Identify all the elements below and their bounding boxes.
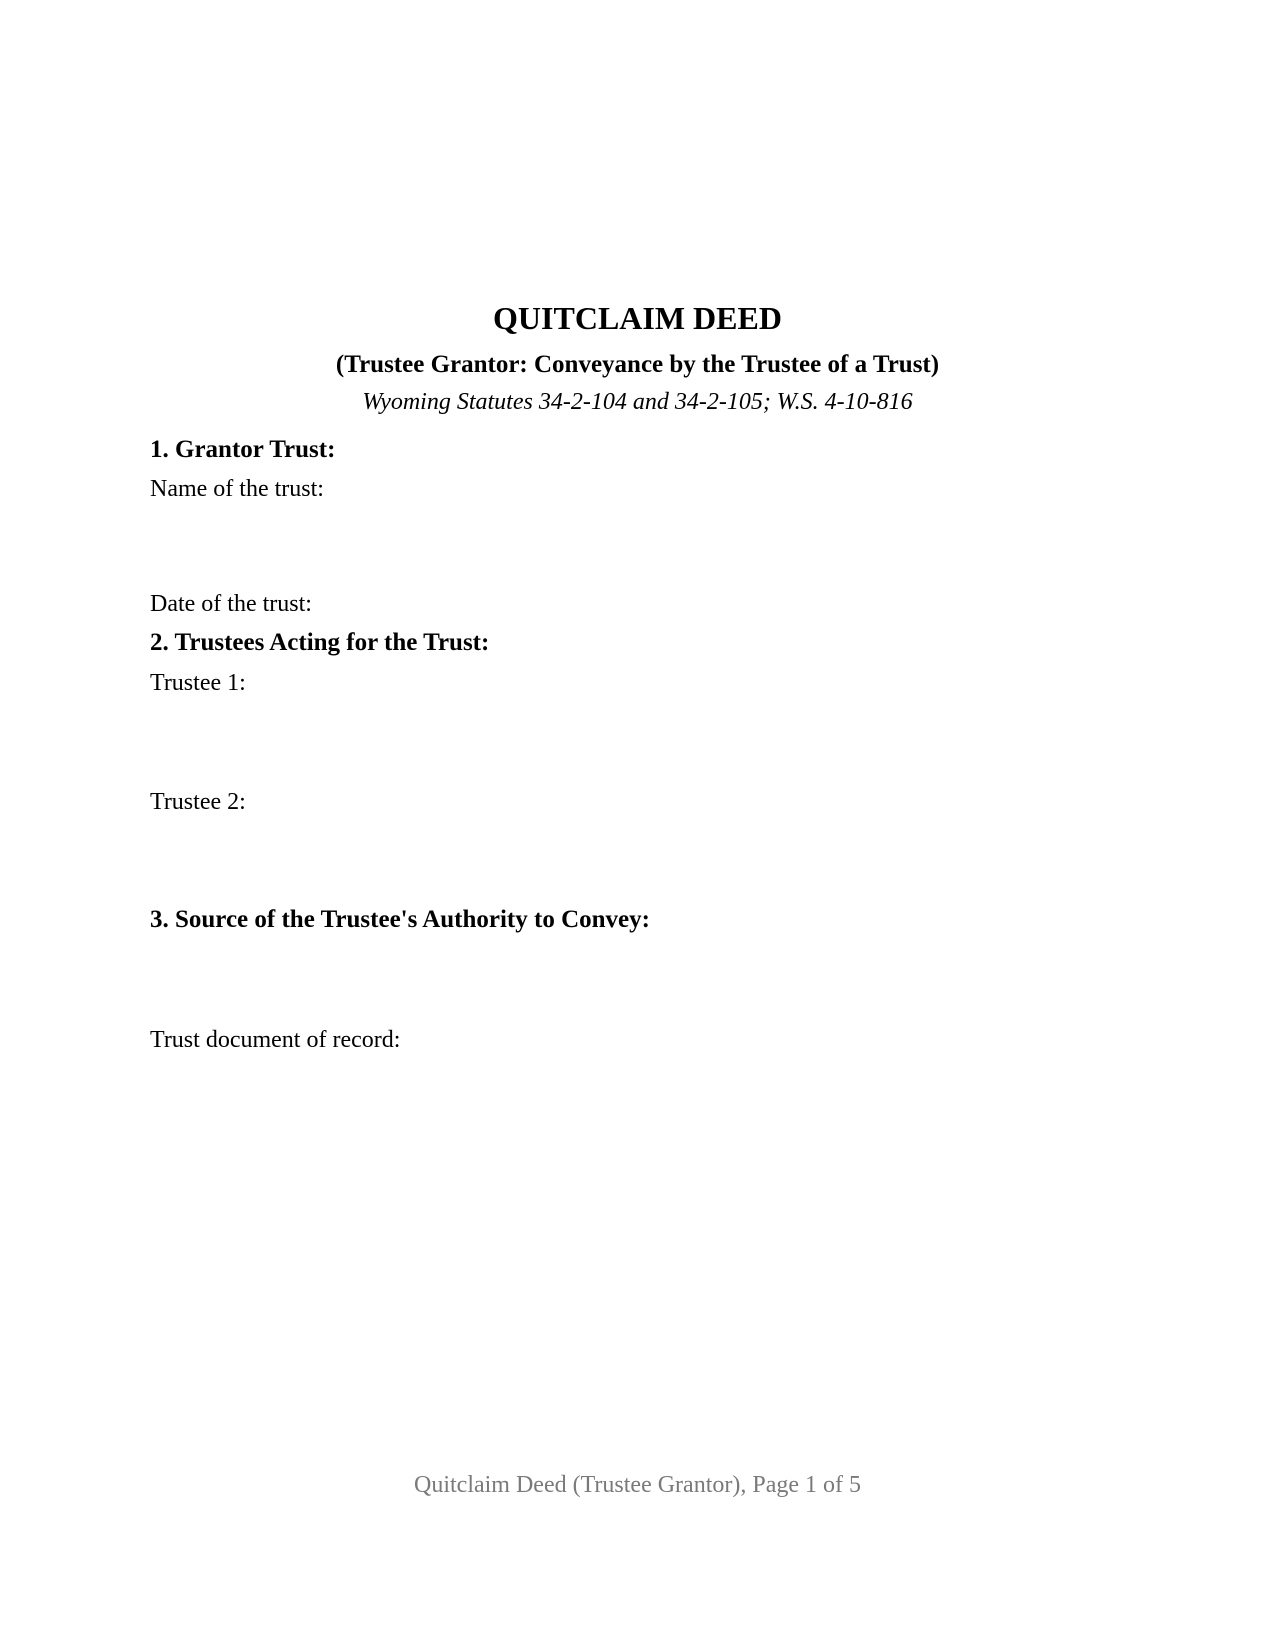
trust-date-label: Date of the trust: [150,591,312,617]
statute-reference: Wyoming Statutes 34-2-104 and 34-2-105; W.S. 4-10-816 [362,389,913,415]
document-title: QUITCLAIM DEED [493,300,782,336]
trustee-1-label: Trustee 1: [150,670,246,696]
page-footer: Quitclaim Deed (Trustee Grantor), Page 1 of 5 [414,1472,861,1498]
section-authority-heading: 3. Source of the Trustee's Authority to Convey: [150,906,650,933]
trust-name-label: Name of the trust: [150,476,324,502]
trustee-2-label: Trustee 2: [150,789,246,815]
document-subtitle: (Trustee Grantor: Conveyance by the Trustee of a Trust) [335,351,940,378]
trust-document-label: Trust document of record: [150,1027,401,1053]
section-grantor-trust-heading: 1. Grantor Trust: [150,436,336,463]
section-trustees-heading: 2. Trustees Acting for the Trust: [150,629,490,656]
